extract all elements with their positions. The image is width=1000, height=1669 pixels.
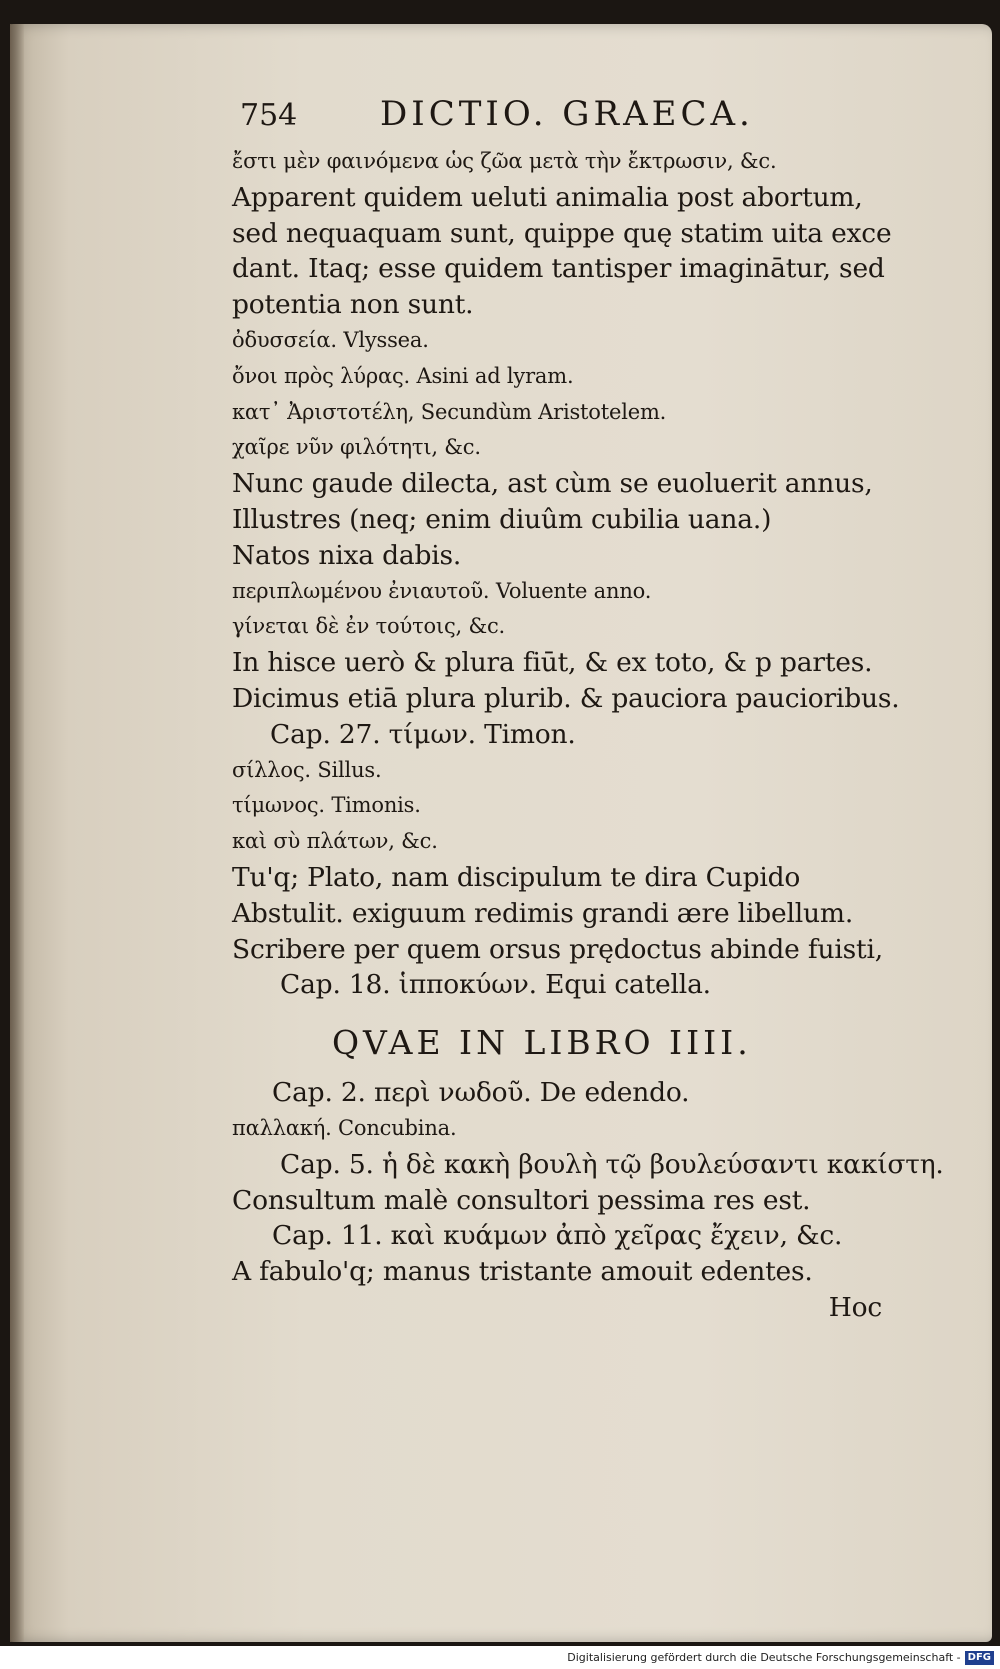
text-line: Scribere per quem orsus prędoctus abinde fuisti, — [232, 933, 883, 965]
text-line: Cap. 11. καὶ κυάμων ἀπὸ χεῖρας ἔχειν, &c. — [272, 1220, 843, 1252]
greek-line: γίνεται δὲ ἐν τούτοις, &c. — [232, 614, 505, 639]
text-line: Cap. 2. περὶ νωδοῦ. De edendo. — [272, 1077, 690, 1109]
page-text-block — [232, 94, 942, 1326]
greek-line: σίλλος. Sillus. — [232, 757, 382, 782]
text-line: A fabulo'q; manus tristante amouit edentes. — [232, 1256, 813, 1288]
text-line: Hoc — [828, 1291, 882, 1323]
greek-line: χαῖρε νῦν φιλότητι, &c. — [232, 435, 481, 460]
text-line: Dicimus etiā plura plurib. & pauciora paucioribus. — [232, 682, 900, 714]
text-line: In hisce uerò & plura fiūt, & ex toto, & p partes. — [232, 647, 873, 679]
text-line: Apparent quidem ueluti animalia post abortum, — [232, 181, 863, 213]
text-line: Cap. 27. τίμων. Timon. — [270, 718, 576, 750]
text-line: Illustres (neq; enim diuûm cubilia uana.) — [232, 503, 772, 535]
greek-line: παλλακή. Concubina. — [232, 1115, 457, 1140]
footer-credit: Digitalisierung gefördert durch die Deutsche Forschungsgemeinschaft - — [567, 1651, 961, 1664]
page-number: 754 — [240, 98, 298, 133]
dfg-logo: DFG — [965, 1651, 994, 1665]
section-heading: QVAE IN LIBRO IIII. — [332, 1023, 752, 1063]
text-line: dant. Itaq; esse quidem tantisper imaginātur, sed — [232, 253, 885, 285]
text-line: Natos nixa dabis. — [232, 539, 462, 571]
greek-line: τίμωνος. Timonis. — [232, 793, 421, 818]
greek-line: περιπλωμένου ἐνιαυτοῦ. Voluente anno. — [232, 578, 652, 603]
greek-line: κατ᾽ Ἀριστοτέλη, Secundùm Aristotelem. — [232, 399, 667, 424]
text-line: sed nequaquam sunt, quippe quę statim uita exce — [232, 217, 892, 249]
text-line: Abstulit. exiguum redimis grandi ære libellum. — [232, 897, 854, 929]
text-lines — [232, 144, 942, 1326]
greek-line: ἔστι μὲν φαινόμενα ὡς ζῶα μετὰ τὴν ἔκτρωσιν, &c. — [232, 149, 777, 173]
digitization-footer — [0, 1646, 1000, 1669]
greek-line: ὄνοι πρὸς λύρας. Asini ad lyram. — [232, 363, 574, 388]
text-line: Consultum malè consultori pessima res est. — [232, 1184, 811, 1216]
text-line: potentia non sunt. — [232, 289, 474, 321]
greek-line: καὶ σὺ πλάτων, &c. — [232, 829, 438, 854]
text-line: Nunc gaude dilecta, ast cùm se euoluerit annus, — [232, 468, 873, 500]
page-gutter-shadow — [10, 24, 24, 1642]
text-line: Cap. 5. ἡ δὲ κακὴ βουλὴ τῷ βουλεύσαντι κακίστη. — [280, 1148, 944, 1180]
text-line: Cap. 18. ἱπποκύων. Equi catella. — [280, 969, 711, 1001]
running-title: DICTIO. GRAECA. — [380, 94, 754, 134]
text-line: Tu'q; Plato, nam discipulum te dira Cupido — [232, 861, 801, 893]
page-header — [240, 94, 942, 144]
greek-line: ὀδυσσεία. Vlyssea. — [232, 327, 429, 352]
